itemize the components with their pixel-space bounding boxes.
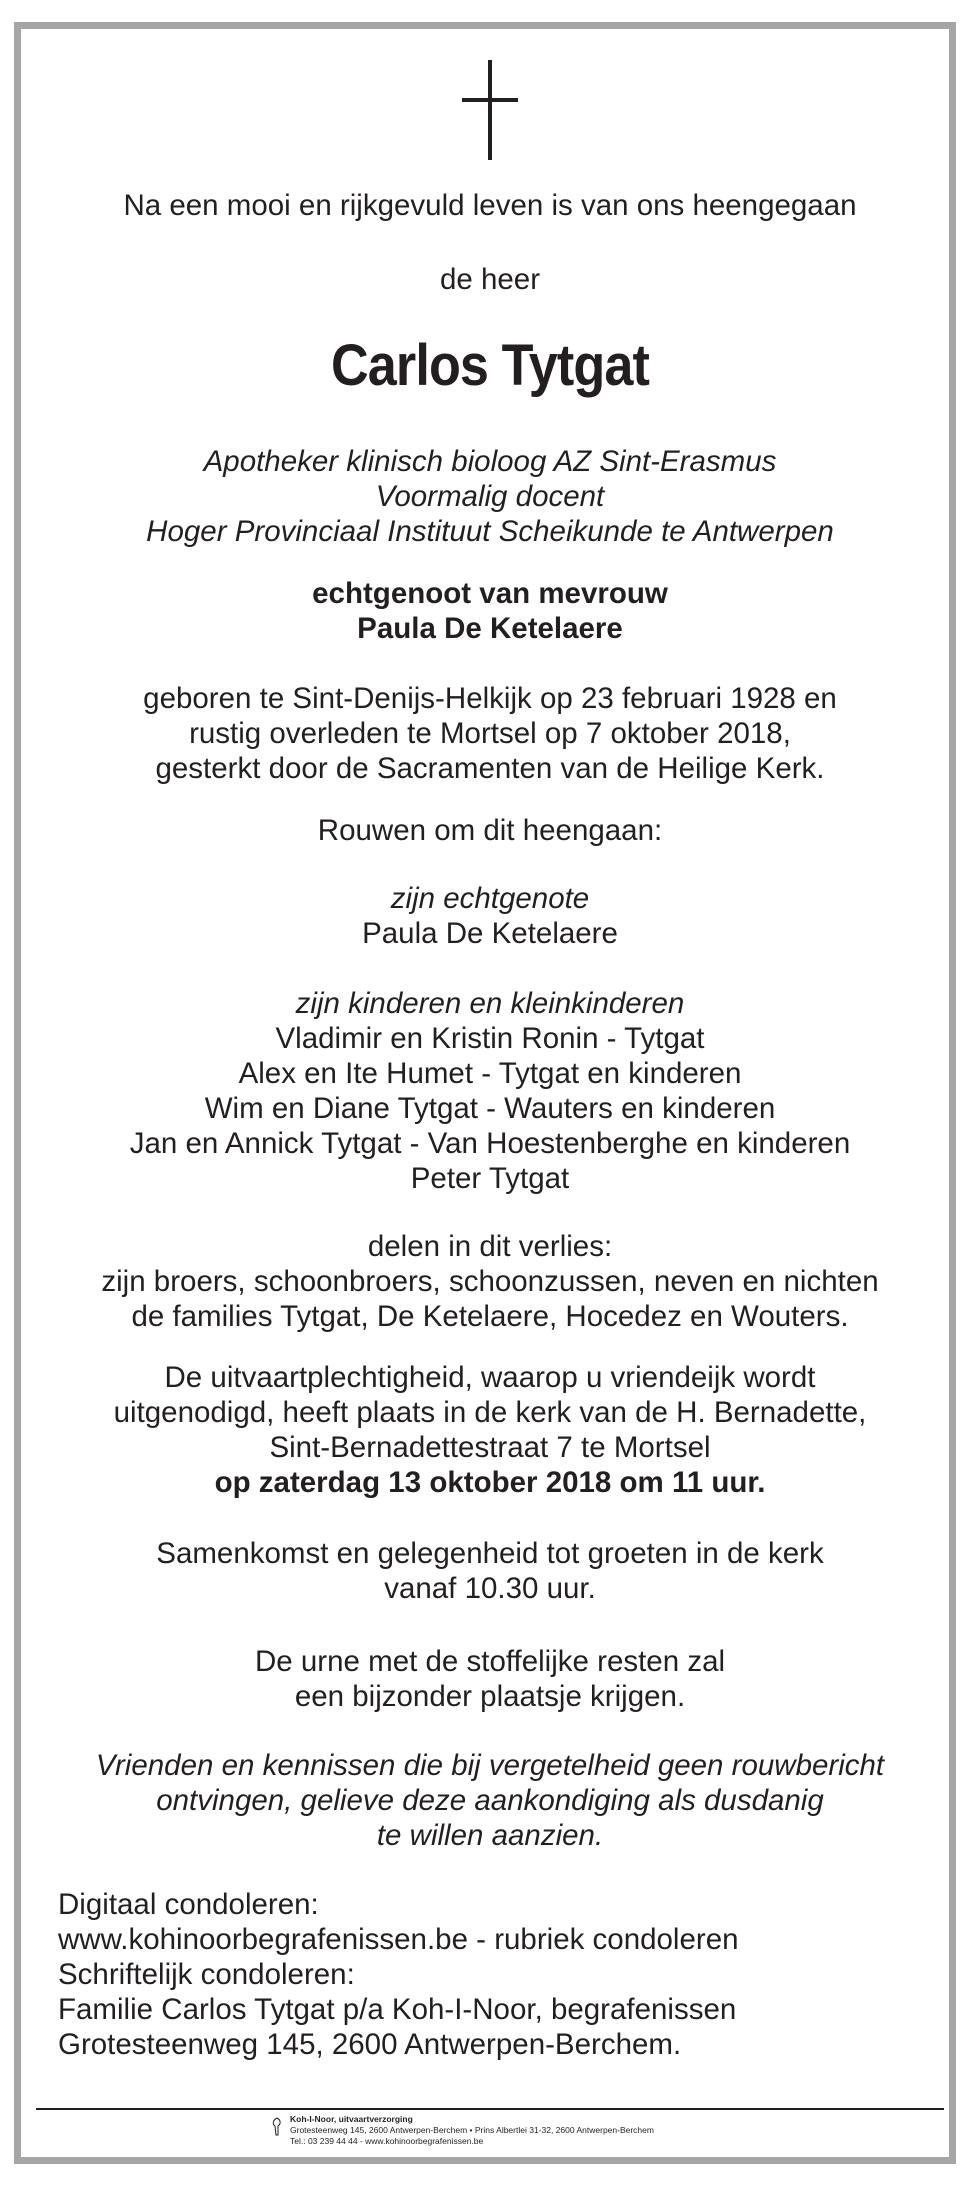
spouse-block bbox=[40, 576, 940, 646]
life-line: rustig overleden te Mortsel op 7 oktober 2018, bbox=[189, 717, 791, 750]
deceased-name: Carlos Tytgat bbox=[330, 333, 649, 398]
wife-block bbox=[40, 881, 940, 951]
share-block bbox=[40, 1229, 940, 1334]
footer-address: Grotesteenweg 145, 2600 Antwerpen-Berchem • Prins Albertlei 31-32, 2600 Antwerpen-Berchem bbox=[290, 2125, 654, 2135]
intro-text: Na een mooi en rijkgevuld leven is van ons heengegaan bbox=[123, 189, 857, 222]
life-line: gesterkt door de Sacramenten van de Heilige Kerk. bbox=[155, 752, 825, 785]
condolence-line: Schriftelijk condoleren: bbox=[58, 1958, 355, 1991]
spouse-name: Paula De Ketelaere bbox=[357, 612, 623, 645]
footer-divider bbox=[36, 2108, 944, 2110]
footer-contact: Tel.: 03 239 44 44 - www.kohinoorbegrafenissen.be bbox=[290, 2136, 484, 2146]
gathering-block bbox=[40, 1536, 940, 1606]
child-line: Peter Tytgat bbox=[410, 1162, 570, 1195]
profession-line: Apotheker klinisch bioloog AZ Sint-Erasmus bbox=[203, 445, 777, 478]
profession-line: Voormalig docent bbox=[375, 480, 605, 513]
condolence-line: Digitaal condoleren: bbox=[58, 1888, 319, 1921]
funeral-home-logo-icon bbox=[270, 2116, 284, 2136]
urn-line: een bijzonder plaatsje krijgen. bbox=[294, 1680, 686, 1713]
gathering-line: vanaf 10.30 uur. bbox=[384, 1572, 596, 1605]
urn-block bbox=[40, 1644, 940, 1714]
notice-line: ontvingen, gelieve deze aankondiging als dusdanig bbox=[156, 1784, 824, 1817]
share-line: delen in dit verlies: bbox=[367, 1230, 613, 1263]
notice-line: te willen aanzien. bbox=[376, 1819, 604, 1852]
child-line: Jan en Annick Tytgat - Van Hoestenberghe en kinderen bbox=[129, 1127, 851, 1160]
ceremony-block bbox=[40, 1360, 940, 1500]
ceremony-date: op zaterdag 13 oktober 2018 om 11 uur. bbox=[214, 1466, 766, 1499]
wife-name: Paula De Ketelaere bbox=[362, 917, 618, 950]
share-line: zijn broers, schoonbroers, schoonzussen, neven en nichten bbox=[101, 1265, 879, 1298]
condolence-line: Grotesteenweg 145, 2600 Antwerpen-Berchem. bbox=[58, 2028, 682, 2061]
child-line: Vladimir en Kristin Ronin - Tytgat bbox=[275, 1022, 705, 1055]
mourners-intro: Rouwen om dit heengaan: bbox=[317, 814, 663, 847]
children-block bbox=[40, 986, 940, 1196]
life-line: geboren te Sint-Denijs-Helkijk op 23 februari 1928 en bbox=[143, 682, 837, 715]
child-line: Alex en Ite Humet - Tytgat en kinderen bbox=[238, 1057, 742, 1090]
gathering-line: Samenkomst en gelegenheid tot groeten in de kerk bbox=[156, 1537, 824, 1570]
notice-block bbox=[40, 1748, 940, 1853]
ceremony-line: Sint-Bernadettestraat 7 te Mortsel bbox=[269, 1431, 711, 1464]
footer-company: Koh-I-Noor, uitvaartverzorging bbox=[290, 2114, 413, 2124]
share-line: de families Tytgat, De Ketelaere, Hocedez en Wouters. bbox=[131, 1300, 849, 1333]
spouse-intro: echtgenoot van mevrouw bbox=[312, 577, 668, 610]
footer bbox=[290, 2114, 654, 2147]
child-line: Wim en Diane Tytgat - Wauters en kinderen bbox=[204, 1092, 776, 1125]
ceremony-line: uitgenodigd, heeft plaats in de kerk van de H. Bernadette, bbox=[113, 1396, 867, 1429]
condolence-line: Familie Carlos Tytgat p/a Koh-I-Noor, begrafenissen bbox=[58, 1993, 737, 2026]
condolence-block bbox=[58, 1887, 918, 2062]
life-dates bbox=[40, 681, 940, 786]
cross-icon bbox=[462, 60, 518, 160]
professions bbox=[40, 444, 940, 549]
notice-line: Vrienden en kennissen die bij vergetelheid geen rouwbericht bbox=[95, 1749, 885, 1782]
ceremony-line: De uitvaartplechtigheid, waarop u vriendeijk wordt bbox=[164, 1361, 816, 1394]
title-prefix: de heer bbox=[439, 263, 541, 296]
urn-line: De urne met de stoffelijke resten zal bbox=[254, 1645, 726, 1678]
wife-label: zijn echtgenote bbox=[390, 882, 590, 915]
condolence-website[interactable]: www.kohinoorbegrafenissen.be - rubriek condoleren bbox=[58, 1923, 739, 1956]
profession-line: Hoger Provinciaal Instituut Scheikunde te Antwerpen bbox=[146, 515, 834, 548]
children-label: zijn kinderen en kleinkinderen bbox=[295, 987, 685, 1020]
